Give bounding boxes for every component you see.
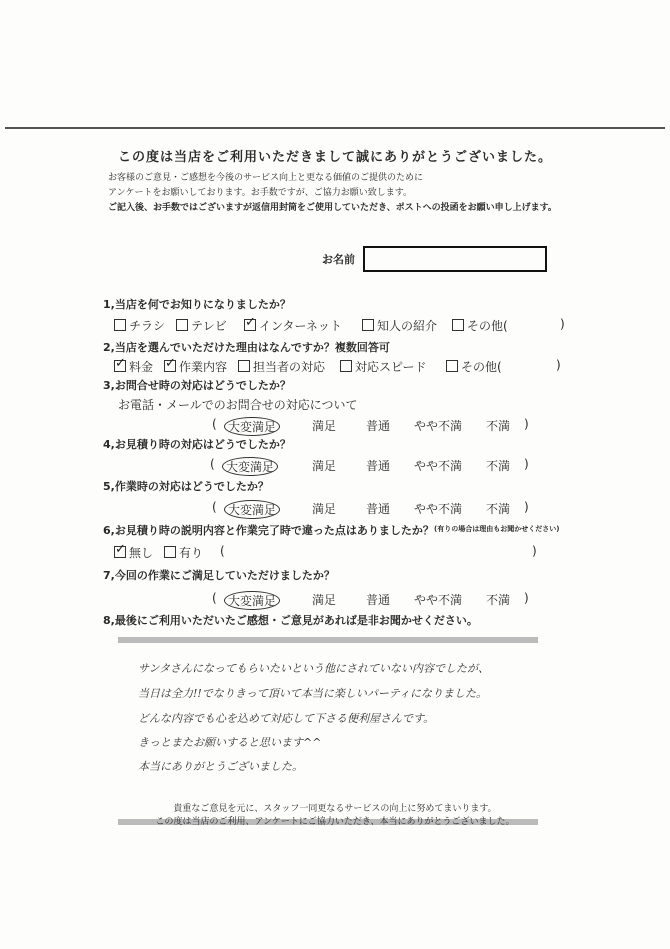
rating-option-satisfied[interactable]: 満足 — [312, 459, 337, 473]
checkbox-icon — [452, 319, 464, 331]
top-rule — [5, 127, 665, 129]
rating-option-unsatisfied[interactable]: 不満 — [486, 593, 511, 607]
checkbox-icon — [238, 360, 250, 372]
q2-option-staff[interactable]: 担当者の対応 — [238, 358, 325, 375]
rating-option-neutral[interactable]: 普通 — [366, 459, 391, 473]
checkbox-icon — [362, 319, 374, 331]
checkbox-icon — [446, 360, 458, 372]
footer-line-1: 貴重なご意見を元に、スタッフ一同更なるサービスの向上に努めてまいります。 — [173, 804, 497, 814]
checked-checkbox-icon — [244, 319, 256, 331]
comment-line-5: 本当にありがとうございました。 — [138, 760, 303, 773]
name-field[interactable] — [363, 246, 547, 272]
q2-label: 2,当店を選んでいただけた理由はなんですか？複数回答可 — [103, 341, 390, 354]
rating-option-satisfied[interactable]: 満足 — [312, 419, 337, 433]
q6-reason-close: ) — [532, 544, 537, 558]
q6-note: (有りの場合は理由もお聞かせください) — [434, 525, 560, 533]
rating-option-unsatisfied[interactable]: 不満 — [486, 459, 511, 473]
q3-label: 3,お問合せ時の対応はどうでしたか？ — [103, 379, 291, 392]
checkbox-icon — [164, 546, 176, 558]
page-title: この度は当店をご利用いただきまして誠にありがとうございました。 — [117, 150, 552, 165]
q6-reason-open: ( — [220, 544, 225, 558]
q2-other-close: ) — [556, 358, 561, 372]
rating-option-slightly-unsatisfied[interactable]: やや不満 — [414, 502, 463, 516]
intro-line-2: アンケートをお願いしております。お手数ですが、ご協力お願い致します。 — [108, 188, 413, 198]
q1-other-close: ) — [560, 317, 565, 331]
q2-option-speed[interactable]: 対応スピード — [340, 358, 427, 375]
q5-label: 5,作業時の対応はどうでしたか？ — [103, 480, 269, 493]
rating-option-neutral[interactable]: 普通 — [366, 502, 391, 516]
rating-option-neutral[interactable]: 普通 — [366, 593, 391, 607]
rating-option-unsatisfied[interactable]: 不満 — [486, 502, 511, 516]
footer-line-2: この度は当店のご利用、アンケートにご協力いただき、本当にありがとうございました。 — [155, 817, 515, 827]
q1-option-referral[interactable]: 知人の紹介 — [362, 317, 437, 334]
rating-option-very-satisfied[interactable]: 大変満足 — [224, 591, 280, 610]
q6-option-none[interactable]: ✓無し — [114, 544, 153, 561]
checked-checkbox-icon — [114, 360, 126, 372]
q2-option-other[interactable]: その他( — [446, 358, 502, 375]
checkbox-icon — [114, 319, 126, 331]
q1-option-flyer[interactable]: チラシ — [114, 317, 165, 334]
q6-label: 6,お見積り時の説明内容と作業完了時で違った点はありましたか？ — [103, 524, 434, 537]
comment-line-3: どんな内容でも心を込めて対応して下さる便利屋さんです。 — [138, 712, 435, 725]
checkbox-icon — [176, 319, 188, 331]
q4-label: 4,お見積り時の対応はどうでしたか？ — [103, 438, 291, 451]
q8-label: 8,最後にご利用いただいたご感想・ご意見があれば是非お聞かせください。 — [103, 614, 478, 627]
q6-option-yes[interactable]: 有り — [164, 544, 203, 561]
q3-sub: お電話・メールでのお問合せの対応について — [118, 398, 358, 412]
comment-line-1: サンタさんになってもらいたいという他にされていない内容でしたが、 — [138, 662, 490, 675]
checked-checkbox-icon — [114, 546, 126, 558]
rating-option-slightly-unsatisfied[interactable]: やや不満 — [414, 593, 463, 607]
q7-label: 7,今回の作業にご満足していただけましたか？ — [103, 569, 335, 582]
q1-option-internet[interactable]: ✓ インターネット — [244, 317, 342, 334]
q1-option-other[interactable]: その他( — [452, 317, 508, 334]
q1-option-tv[interactable]: テレビ — [176, 317, 227, 334]
intro-line-3: ご記入後、お手数ではございますが返信用封筒をご使用していただき、ポストへの投函をお願い申し上げます。 — [108, 203, 557, 213]
rating-option-neutral[interactable]: 普通 — [366, 419, 391, 433]
q1-label: 1,当店を何でお知りになりましたか？ — [103, 298, 291, 311]
q2-option-work[interactable]: ✓ 作業内容 — [164, 358, 227, 375]
checkbox-icon — [340, 360, 352, 372]
rating-option-slightly-unsatisfied[interactable]: やや不満 — [414, 459, 463, 473]
rating-option-slightly-unsatisfied[interactable]: やや不満 — [414, 419, 463, 433]
rating-option-very-satisfied[interactable]: 大変満足 — [222, 457, 278, 476]
rating-option-satisfied[interactable]: 満足 — [312, 502, 337, 516]
rating-option-very-satisfied[interactable]: 大変満足 — [224, 417, 280, 436]
q2-option-price[interactable]: ✓料金 — [114, 358, 153, 375]
name-label: お名前 — [322, 253, 355, 266]
checked-checkbox-icon — [164, 360, 176, 372]
rating-option-unsatisfied[interactable]: 不満 — [486, 419, 511, 433]
rating-option-very-satisfied[interactable]: 大変満足 — [224, 500, 280, 519]
comment-line-2: 当日は全力!!でなりきって頂いて本当に楽しいパーティになりました。 — [138, 687, 487, 700]
comment-line-4: きっとまたお願いすると思います^^ — [138, 736, 322, 749]
intro-line-1: お客様のご意見・ご感想を今後のサービス向上と更なる価値のご提供のために — [108, 173, 424, 183]
rating-option-satisfied[interactable]: 満足 — [312, 593, 337, 607]
